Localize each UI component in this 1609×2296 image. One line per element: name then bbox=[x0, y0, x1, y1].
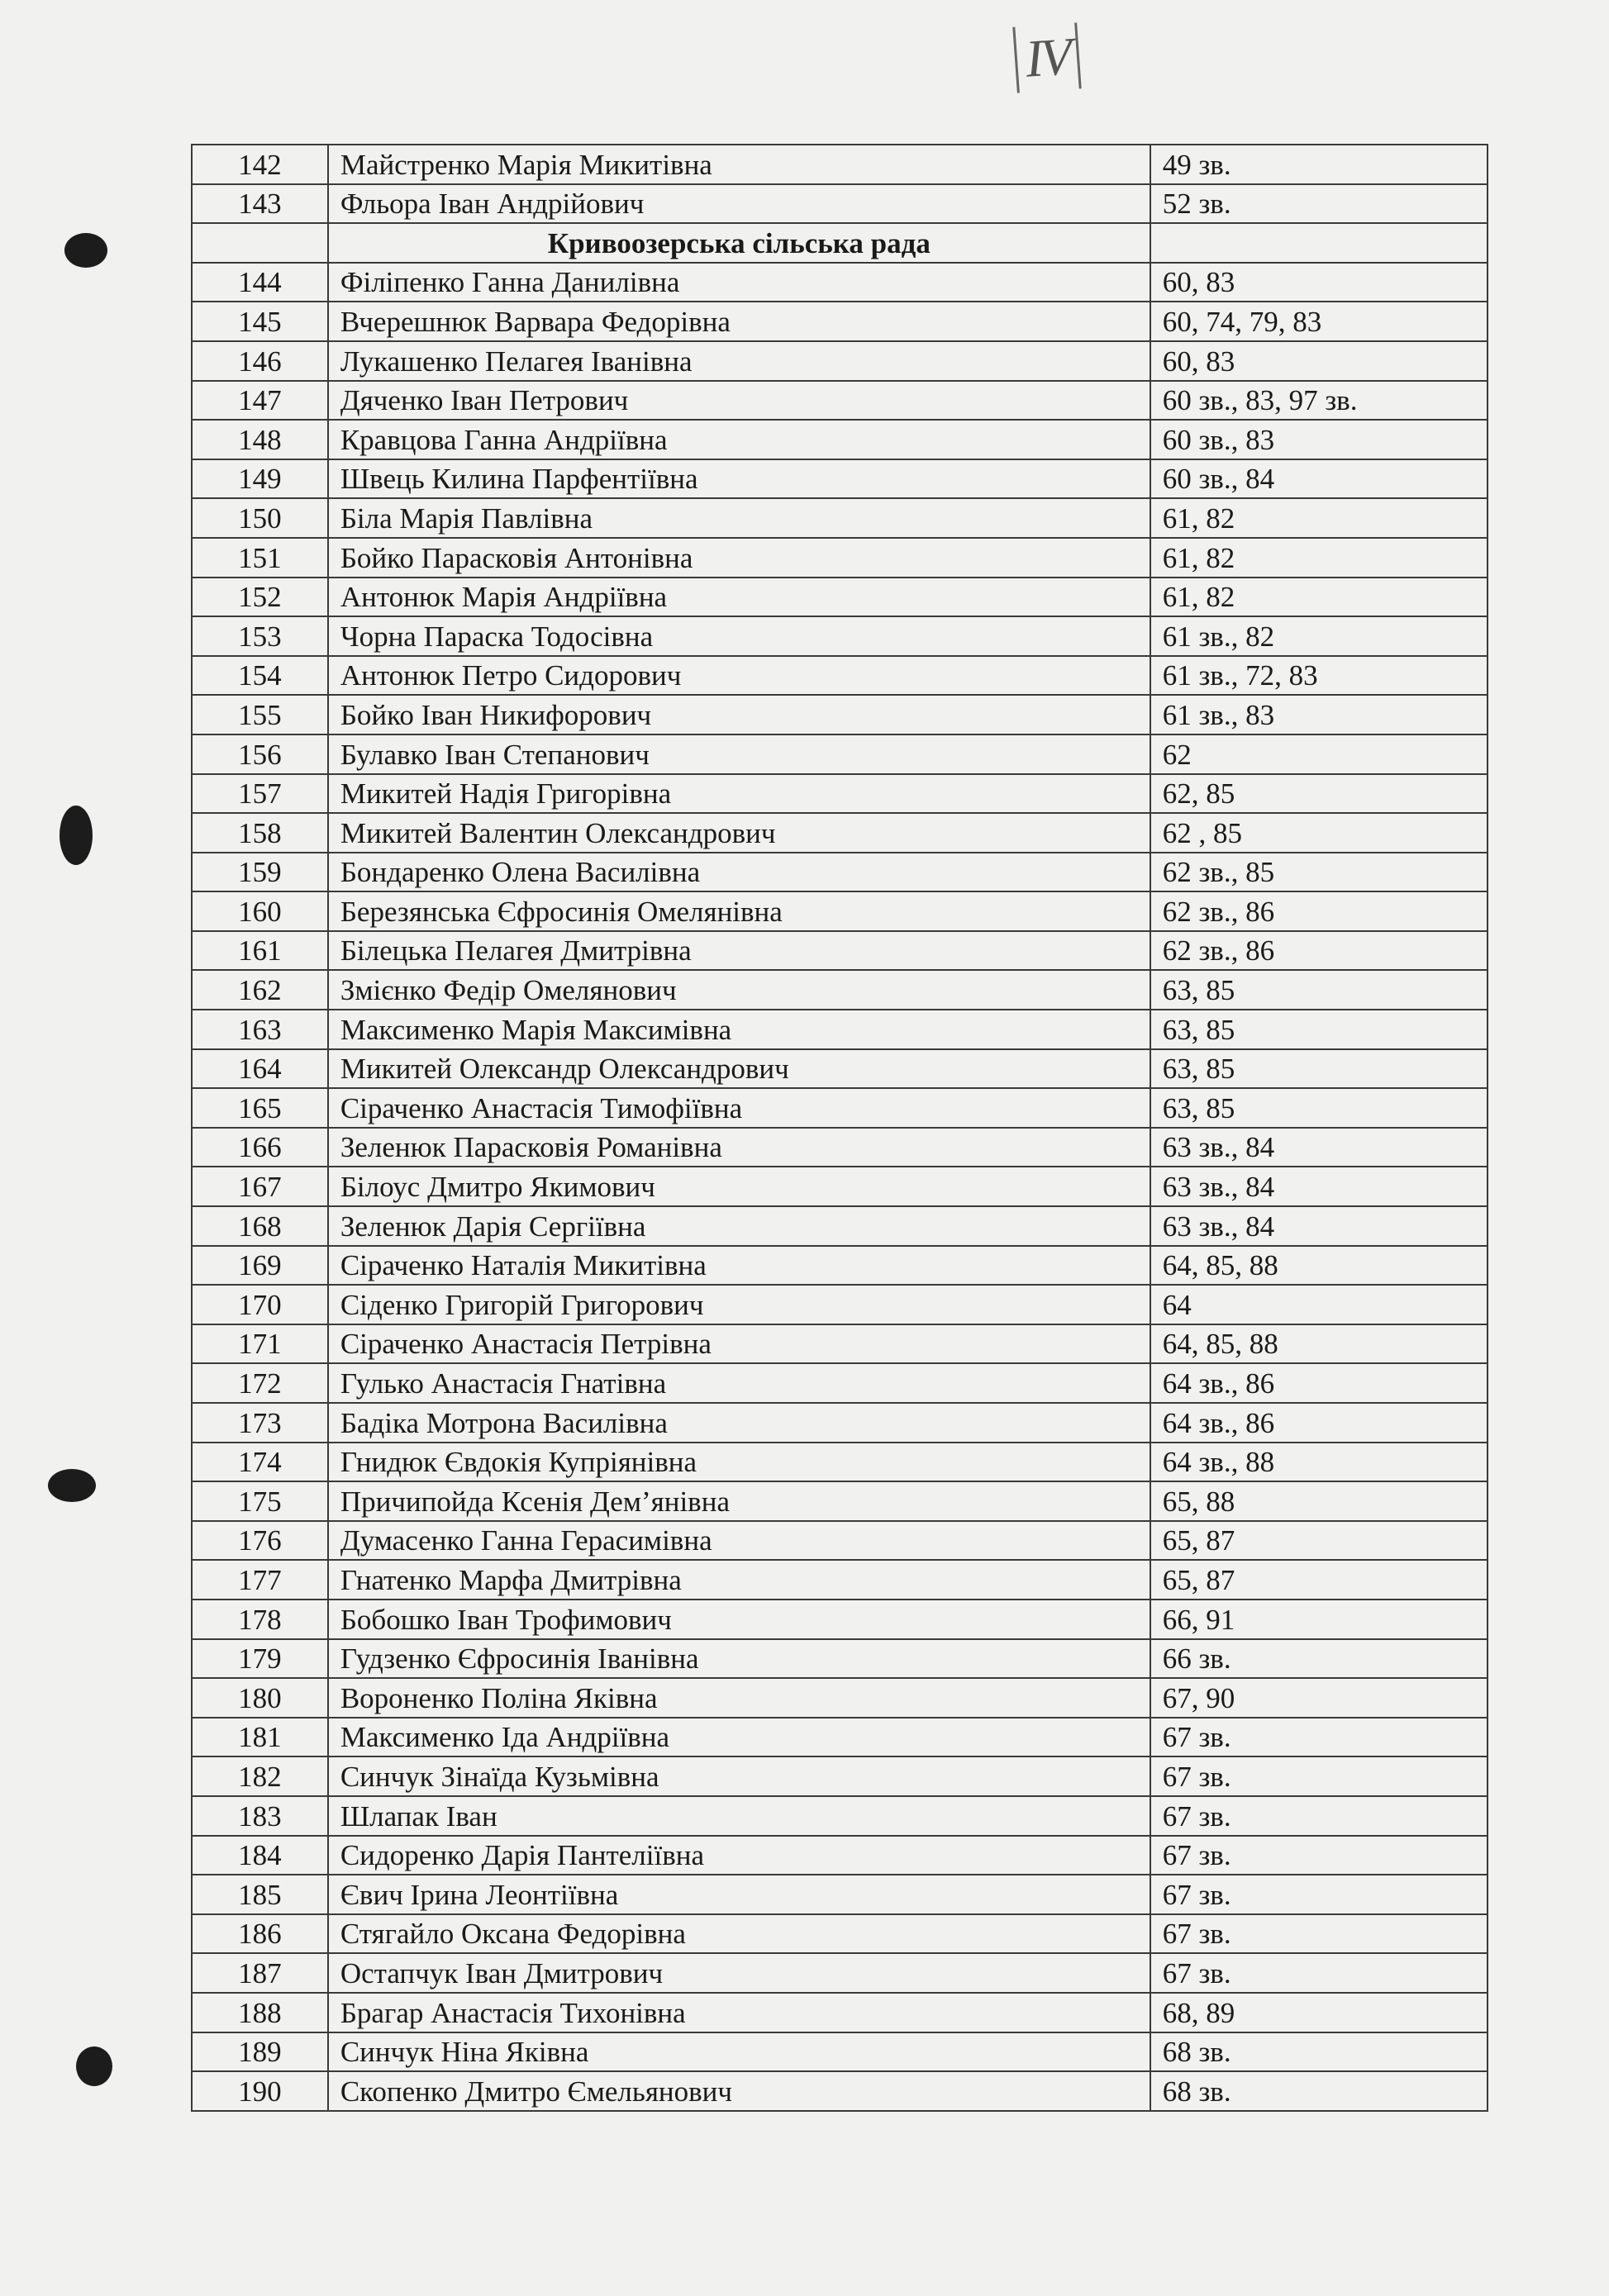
row-number: 160 bbox=[192, 891, 328, 931]
sheet-references: 63 зв., 84 bbox=[1150, 1167, 1488, 1206]
table-row bbox=[192, 420, 1488, 459]
row-number: 179 bbox=[192, 1639, 328, 1679]
table-row bbox=[192, 1600, 1488, 1639]
table-row bbox=[192, 2071, 1488, 2111]
row-number: 142 bbox=[192, 145, 328, 184]
person-name: Березянська Єфросинія Омелянівна bbox=[328, 891, 1150, 931]
section-pages-cell bbox=[1150, 223, 1488, 263]
sheet-references: 63, 85 bbox=[1150, 970, 1488, 1010]
row-number: 186 bbox=[192, 1914, 328, 1954]
table-row bbox=[192, 184, 1488, 224]
person-name: Майстренко Марія Микитівна bbox=[328, 145, 1150, 184]
section-num-cell bbox=[192, 223, 328, 263]
sheet-references: 62 , 85 bbox=[1150, 813, 1488, 853]
person-name: Булавко Іван Степанович bbox=[328, 734, 1150, 774]
table-row bbox=[192, 381, 1488, 421]
row-number: 166 bbox=[192, 1128, 328, 1167]
table-row bbox=[192, 1088, 1488, 1128]
row-number: 150 bbox=[192, 498, 328, 538]
row-number: 145 bbox=[192, 302, 328, 341]
table-row bbox=[192, 1049, 1488, 1089]
person-name: Микитей Валентин Олександрович bbox=[328, 813, 1150, 853]
sheet-references: 65, 88 bbox=[1150, 1481, 1488, 1521]
row-number: 182 bbox=[192, 1756, 328, 1796]
person-name: Змієнко Федір Омелянович bbox=[328, 970, 1150, 1010]
row-number: 167 bbox=[192, 1167, 328, 1206]
row-number: 185 bbox=[192, 1875, 328, 1914]
row-number: 149 bbox=[192, 459, 328, 499]
sheet-references: 64 bbox=[1150, 1285, 1488, 1324]
person-name: Білоус Дмитро Якимович bbox=[328, 1167, 1150, 1206]
punch-hole bbox=[64, 233, 107, 268]
table-row bbox=[192, 1403, 1488, 1443]
table-row bbox=[192, 1363, 1488, 1403]
table-row bbox=[192, 891, 1488, 931]
row-number: 154 bbox=[192, 656, 328, 696]
table-row bbox=[192, 1718, 1488, 1757]
sheet-references: 49 зв. bbox=[1150, 145, 1488, 184]
sheet-references: 52 зв. bbox=[1150, 184, 1488, 224]
sheet-references: 67 зв. bbox=[1150, 1796, 1488, 1836]
person-name: Сіраченко Анастасія Тимофіївна bbox=[328, 1088, 1150, 1128]
table-row bbox=[192, 1246, 1488, 1286]
row-number: 144 bbox=[192, 263, 328, 302]
section-header-group bbox=[192, 223, 1488, 263]
row-number: 159 bbox=[192, 853, 328, 892]
person-name: Максименко Іда Андріївна bbox=[328, 1718, 1150, 1757]
sheet-references: 64, 85, 88 bbox=[1150, 1246, 1488, 1286]
sheet-references: 67, 90 bbox=[1150, 1678, 1488, 1718]
table-row bbox=[192, 813, 1488, 853]
row-number: 174 bbox=[192, 1443, 328, 1482]
person-name: Бойко Іван Никифорович bbox=[328, 695, 1150, 734]
row-number: 165 bbox=[192, 1088, 328, 1128]
row-number: 189 bbox=[192, 2032, 328, 2072]
person-name: Гудзенко Єфросинія Іванівна bbox=[328, 1639, 1150, 1679]
row-number: 175 bbox=[192, 1481, 328, 1521]
table-row bbox=[192, 538, 1488, 578]
sheet-references: 60, 83 bbox=[1150, 263, 1488, 302]
table-row bbox=[192, 1560, 1488, 1600]
person-name: Микитей Надія Григорівна bbox=[328, 774, 1150, 814]
sheet-references: 62 зв., 86 bbox=[1150, 931, 1488, 971]
row-number: 153 bbox=[192, 616, 328, 656]
person-name: Думасенко Ганна Герасимівна bbox=[328, 1521, 1150, 1561]
sheet-references: 67 зв. bbox=[1150, 1836, 1488, 1875]
sheet-references: 62, 85 bbox=[1150, 774, 1488, 814]
person-name: Шлапак Іван bbox=[328, 1796, 1150, 1836]
person-name: Гулько Анастасія Гнатівна bbox=[328, 1363, 1150, 1403]
person-name: Бобошко Іван Трофимович bbox=[328, 1600, 1150, 1639]
punch-hole bbox=[60, 806, 93, 865]
table-row bbox=[192, 931, 1488, 971]
person-name: Гнатенко Марфа Дмитрівна bbox=[328, 1560, 1150, 1600]
sheet-references: 60 зв., 83, 97 зв. bbox=[1150, 381, 1488, 421]
table-row bbox=[192, 1678, 1488, 1718]
sheet-references: 66 зв. bbox=[1150, 1639, 1488, 1679]
table-row bbox=[192, 1324, 1488, 1364]
sheet-references: 61 зв., 83 bbox=[1150, 695, 1488, 734]
table-row bbox=[192, 1010, 1488, 1049]
person-name: Вороненко Поліна Яківна bbox=[328, 1678, 1150, 1718]
sheet-references: 68 зв. bbox=[1150, 2071, 1488, 2111]
sheet-references: 63, 85 bbox=[1150, 1010, 1488, 1049]
person-name: Стягайло Оксана Федорівна bbox=[328, 1914, 1150, 1954]
table-row bbox=[192, 1796, 1488, 1836]
row-number: 171 bbox=[192, 1324, 328, 1364]
person-name: Сіраченко Анастасія Петрівна bbox=[328, 1324, 1150, 1364]
person-name: Максименко Марія Максимівна bbox=[328, 1010, 1150, 1049]
person-name: Микитей Олександр Олександрович bbox=[328, 1049, 1150, 1089]
sheet-references: 60, 74, 79, 83 bbox=[1150, 302, 1488, 341]
person-name: Біла Марія Павлівна bbox=[328, 498, 1150, 538]
sheet-references: 62 bbox=[1150, 734, 1488, 774]
row-number: 188 bbox=[192, 1993, 328, 2032]
person-name: Фльора Іван Андрійович bbox=[328, 184, 1150, 224]
table-row bbox=[192, 734, 1488, 774]
punch-hole bbox=[76, 2046, 112, 2086]
table-row bbox=[192, 774, 1488, 814]
archive-list-table bbox=[191, 144, 1488, 2112]
sheet-references: 68 зв. bbox=[1150, 2032, 1488, 2072]
row-number: 155 bbox=[192, 695, 328, 734]
sheet-references: 64 зв., 86 bbox=[1150, 1403, 1488, 1443]
person-name: Антонюк Петро Сидорович bbox=[328, 656, 1150, 696]
sheet-references: 62 зв., 85 bbox=[1150, 853, 1488, 892]
row-number: 164 bbox=[192, 1049, 328, 1089]
table-row bbox=[192, 459, 1488, 499]
person-name: Швець Килина Парфентіївна bbox=[328, 459, 1150, 499]
person-name: Антонюк Марія Андріївна bbox=[328, 578, 1150, 617]
person-name: Синчук Ніна Яківна bbox=[328, 2032, 1150, 2072]
table-row bbox=[192, 1206, 1488, 1246]
table-row bbox=[192, 1443, 1488, 1482]
row-number: 156 bbox=[192, 734, 328, 774]
person-name: Дяченко Іван Петрович bbox=[328, 381, 1150, 421]
section-header-row bbox=[192, 223, 1488, 263]
table-row bbox=[192, 302, 1488, 341]
table-row bbox=[192, 1836, 1488, 1875]
row-number: 183 bbox=[192, 1796, 328, 1836]
row-number: 176 bbox=[192, 1521, 328, 1561]
sheet-references: 63, 85 bbox=[1150, 1088, 1488, 1128]
table-row bbox=[192, 1639, 1488, 1679]
row-number: 148 bbox=[192, 420, 328, 459]
sheet-references: 67 зв. bbox=[1150, 1914, 1488, 1954]
row-number: 163 bbox=[192, 1010, 328, 1049]
table-row bbox=[192, 1167, 1488, 1206]
table-rows-section bbox=[192, 263, 1488, 2111]
sheet-references: 64 зв., 88 bbox=[1150, 1443, 1488, 1482]
person-name: Сидоренко Дарія Пантеліївна bbox=[328, 1836, 1150, 1875]
row-number: 146 bbox=[192, 341, 328, 381]
row-number: 169 bbox=[192, 1246, 328, 1286]
table-row bbox=[192, 1128, 1488, 1167]
sheet-references: 63 зв., 84 bbox=[1150, 1128, 1488, 1167]
table-row bbox=[192, 1914, 1488, 1954]
table-row bbox=[192, 853, 1488, 892]
row-number: 147 bbox=[192, 381, 328, 421]
sheet-references: 65, 87 bbox=[1150, 1521, 1488, 1561]
person-name: Гнидюк Євдокія Купріянівна bbox=[328, 1443, 1150, 1482]
person-name: Вчерешнюк Варвара Федорівна bbox=[328, 302, 1150, 341]
person-name: Філіпенко Ганна Данилівна bbox=[328, 263, 1150, 302]
sheet-references: 62 зв., 86 bbox=[1150, 891, 1488, 931]
person-name: Кравцова Ганна Андріївна bbox=[328, 420, 1150, 459]
punch-hole bbox=[48, 1469, 96, 1502]
row-number: 187 bbox=[192, 1953, 328, 1993]
sheet-references: 60 зв., 83 bbox=[1150, 420, 1488, 459]
section-title: Кривоозерська сільська рада bbox=[328, 223, 1150, 263]
table-row bbox=[192, 616, 1488, 656]
sheet-references: 61, 82 bbox=[1150, 578, 1488, 617]
row-number: 180 bbox=[192, 1678, 328, 1718]
sheet-references: 67 зв. bbox=[1150, 1875, 1488, 1914]
row-number: 190 bbox=[192, 2071, 328, 2111]
person-name: Сіраченко Наталія Микитівна bbox=[328, 1246, 1150, 1286]
sheet-references: 66, 91 bbox=[1150, 1600, 1488, 1639]
table-row bbox=[192, 1953, 1488, 1993]
row-number: 157 bbox=[192, 774, 328, 814]
sheet-references: 63 зв., 84 bbox=[1150, 1206, 1488, 1246]
row-number: 158 bbox=[192, 813, 328, 853]
table-row bbox=[192, 1285, 1488, 1324]
sheet-references: 64 зв., 86 bbox=[1150, 1363, 1488, 1403]
table-row bbox=[192, 1756, 1488, 1796]
table-row bbox=[192, 1521, 1488, 1561]
row-number: 168 bbox=[192, 1206, 328, 1246]
table-row bbox=[192, 498, 1488, 538]
sheet-references: 64, 85, 88 bbox=[1150, 1324, 1488, 1364]
table-row bbox=[192, 970, 1488, 1010]
table-row bbox=[192, 1993, 1488, 2032]
sheet-references: 61 зв., 72, 83 bbox=[1150, 656, 1488, 696]
row-number: 162 bbox=[192, 970, 328, 1010]
sheet-references: 61, 82 bbox=[1150, 538, 1488, 578]
sheet-references: 65, 87 bbox=[1150, 1560, 1488, 1600]
person-name: Сіденко Григорій Григорович bbox=[328, 1285, 1150, 1324]
person-name: Євич Ірина Леонтіївна bbox=[328, 1875, 1150, 1914]
sheet-references: 60, 83 bbox=[1150, 341, 1488, 381]
person-name: Скопенко Дмитро Ємельянович bbox=[328, 2071, 1150, 2111]
person-name: Чорна Параска Тодосівна bbox=[328, 616, 1150, 656]
row-number: 151 bbox=[192, 538, 328, 578]
table-row bbox=[192, 578, 1488, 617]
person-name: Брагар Анастасія Тихонівна bbox=[328, 1993, 1150, 2032]
person-name: Лукашенко Пелагея Іванівна bbox=[328, 341, 1150, 381]
table-row bbox=[192, 1481, 1488, 1521]
row-number: 161 bbox=[192, 931, 328, 971]
person-name: Білецька Пелагея Дмитрівна bbox=[328, 931, 1150, 971]
person-name: Синчук Зінаїда Кузьмівна bbox=[328, 1756, 1150, 1796]
person-name: Остапчук Іван Дмитрович bbox=[328, 1953, 1150, 1993]
row-number: 173 bbox=[192, 1403, 328, 1443]
table-row bbox=[192, 341, 1488, 381]
page-number-mark: IV bbox=[1012, 22, 1082, 93]
person-name: Причипойда Ксенія Дем’янівна bbox=[328, 1481, 1150, 1521]
sheet-references: 67 зв. bbox=[1150, 1756, 1488, 1796]
row-number: 172 bbox=[192, 1363, 328, 1403]
row-number: 152 bbox=[192, 578, 328, 617]
person-name: Зеленюк Дарія Сергіївна bbox=[328, 1206, 1150, 1246]
row-number: 143 bbox=[192, 184, 328, 224]
person-name: Бадіка Мотрона Василівна bbox=[328, 1403, 1150, 1443]
sheet-references: 67 зв. bbox=[1150, 1718, 1488, 1757]
row-number: 170 bbox=[192, 1285, 328, 1324]
row-number: 178 bbox=[192, 1600, 328, 1639]
table-row bbox=[192, 2032, 1488, 2072]
sheet-references: 67 зв. bbox=[1150, 1953, 1488, 1993]
person-name: Бондаренко Олена Василівна bbox=[328, 853, 1150, 892]
sheet-references: 61 зв., 82 bbox=[1150, 616, 1488, 656]
person-name: Бойко Парасковія Антонівна bbox=[328, 538, 1150, 578]
table-row bbox=[192, 1875, 1488, 1914]
row-number: 177 bbox=[192, 1560, 328, 1600]
sheet-references: 60 зв., 84 bbox=[1150, 459, 1488, 499]
table-rows-before-section bbox=[192, 145, 1488, 223]
table-row bbox=[192, 695, 1488, 734]
table-row bbox=[192, 145, 1488, 184]
person-name: Зеленюк Парасковія Романівна bbox=[328, 1128, 1150, 1167]
row-number: 184 bbox=[192, 1836, 328, 1875]
table-row bbox=[192, 656, 1488, 696]
table-row bbox=[192, 263, 1488, 302]
sheet-references: 61, 82 bbox=[1150, 498, 1488, 538]
sheet-references: 68, 89 bbox=[1150, 1993, 1488, 2032]
sheet-references: 63, 85 bbox=[1150, 1049, 1488, 1089]
row-number: 181 bbox=[192, 1718, 328, 1757]
